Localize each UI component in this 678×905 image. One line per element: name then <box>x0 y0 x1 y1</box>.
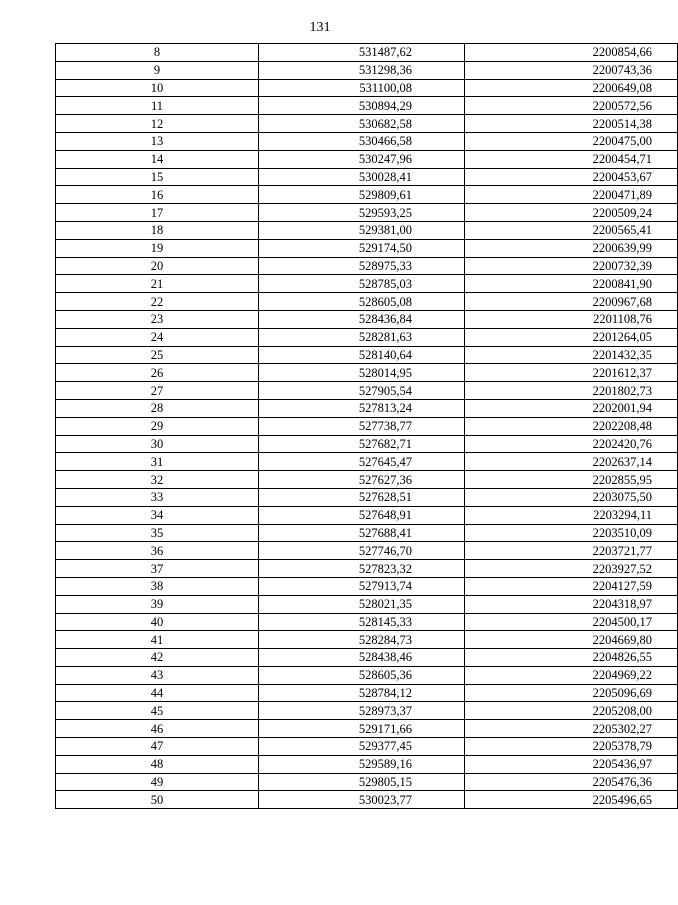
y-coordinate-cell: 2200743,36 <box>465 61 678 79</box>
y-coordinate-cell: 2205496,65 <box>465 791 678 809</box>
y-coordinate-cell: 2201108,76 <box>465 310 678 328</box>
table-row <box>56 399 678 417</box>
x-coordinate-cell: 528785,03 <box>259 275 465 293</box>
y-coordinate-cell: 2200841,90 <box>465 275 678 293</box>
x-coordinate-cell: 528973,37 <box>259 702 465 720</box>
table-row <box>56 471 678 489</box>
y-coordinate-cell: 2203927,52 <box>465 560 678 578</box>
y-coordinate-cell: 2200454,71 <box>465 150 678 168</box>
table-row <box>56 542 678 560</box>
table-row <box>56 239 678 257</box>
table-row <box>56 132 678 150</box>
x-coordinate-cell: 528438,46 <box>259 649 465 667</box>
y-coordinate-cell: 2201802,73 <box>465 382 678 400</box>
x-coordinate-cell: 527905,54 <box>259 382 465 400</box>
point-number-cell: 26 <box>56 364 259 382</box>
y-coordinate-cell: 2202420,76 <box>465 435 678 453</box>
point-number-cell: 28 <box>56 399 259 417</box>
point-number-cell: 14 <box>56 150 259 168</box>
x-coordinate-cell: 528784,12 <box>259 684 465 702</box>
x-coordinate-cell: 531487,62 <box>259 44 465 62</box>
x-coordinate-cell: 529381,00 <box>259 221 465 239</box>
x-coordinate-cell: 527688,41 <box>259 524 465 542</box>
point-number-cell: 25 <box>56 346 259 364</box>
y-coordinate-cell: 2201264,05 <box>465 328 678 346</box>
table-row <box>56 257 678 275</box>
point-number-cell: 38 <box>56 577 259 595</box>
y-coordinate-cell: 2205208,00 <box>465 702 678 720</box>
point-number-cell: 41 <box>56 631 259 649</box>
point-number-cell: 8 <box>56 44 259 62</box>
table-row <box>56 631 678 649</box>
table-row <box>56 97 678 115</box>
x-coordinate-cell: 528014,95 <box>259 364 465 382</box>
x-coordinate-cell: 528436,84 <box>259 310 465 328</box>
x-coordinate-cell: 528281,63 <box>259 328 465 346</box>
table-body <box>56 44 678 809</box>
x-coordinate-cell: 528021,35 <box>259 595 465 613</box>
y-coordinate-cell: 2204500,17 <box>465 613 678 631</box>
point-number-cell: 30 <box>56 435 259 453</box>
y-coordinate-cell: 2202208,48 <box>465 417 678 435</box>
y-coordinate-cell: 2200565,41 <box>465 221 678 239</box>
y-coordinate-cell: 2200514,38 <box>465 115 678 133</box>
page-number: 131 <box>309 20 331 35</box>
point-number-cell: 16 <box>56 186 259 204</box>
y-coordinate-cell: 2200639,99 <box>465 239 678 257</box>
y-coordinate-cell: 2203510,09 <box>465 524 678 542</box>
table-row <box>56 186 678 204</box>
point-number-cell: 13 <box>56 132 259 150</box>
x-coordinate-cell: 529809,61 <box>259 186 465 204</box>
y-coordinate-cell: 2203721,77 <box>465 542 678 560</box>
x-coordinate-cell: 527645,47 <box>259 453 465 471</box>
x-coordinate-cell: 528975,33 <box>259 257 465 275</box>
point-number-cell: 22 <box>56 293 259 311</box>
y-coordinate-cell: 2205302,27 <box>465 720 678 738</box>
table-row <box>56 649 678 667</box>
y-coordinate-cell: 2200509,24 <box>465 204 678 222</box>
y-coordinate-cell: 2203294,11 <box>465 506 678 524</box>
x-coordinate-cell: 530028,41 <box>259 168 465 186</box>
table-row <box>56 524 678 542</box>
table-row <box>56 364 678 382</box>
point-number-cell: 15 <box>56 168 259 186</box>
table-row <box>56 382 678 400</box>
table-row <box>56 453 678 471</box>
table-row <box>56 435 678 453</box>
table-row <box>56 168 678 186</box>
x-coordinate-cell: 531100,08 <box>259 79 465 97</box>
x-coordinate-cell: 530247,96 <box>259 150 465 168</box>
point-number-cell: 19 <box>56 239 259 257</box>
y-coordinate-cell: 2204669,80 <box>465 631 678 649</box>
point-number-cell: 34 <box>56 506 259 524</box>
point-number-cell: 24 <box>56 328 259 346</box>
table-row <box>56 293 678 311</box>
point-number-cell: 32 <box>56 471 259 489</box>
table-row <box>56 702 678 720</box>
table-row <box>56 275 678 293</box>
point-number-cell: 39 <box>56 595 259 613</box>
point-number-cell: 31 <box>56 453 259 471</box>
point-number-cell: 33 <box>56 488 259 506</box>
table-row <box>56 488 678 506</box>
y-coordinate-cell: 2200854,66 <box>465 44 678 62</box>
point-number-cell: 27 <box>56 382 259 400</box>
y-coordinate-cell: 2203075,50 <box>465 488 678 506</box>
x-coordinate-cell: 527738,77 <box>259 417 465 435</box>
x-coordinate-cell: 527813,24 <box>259 399 465 417</box>
table-row <box>56 310 678 328</box>
x-coordinate-cell: 527628,51 <box>259 488 465 506</box>
point-number-cell: 44 <box>56 684 259 702</box>
x-coordinate-cell: 527823,32 <box>259 560 465 578</box>
y-coordinate-cell: 2205096,69 <box>465 684 678 702</box>
table-row <box>56 684 678 702</box>
table-row <box>56 560 678 578</box>
point-number-cell: 46 <box>56 720 259 738</box>
y-coordinate-cell: 2204318,97 <box>465 595 678 613</box>
point-number-cell: 18 <box>56 221 259 239</box>
point-number-cell: 9 <box>56 61 259 79</box>
x-coordinate-cell: 529593,25 <box>259 204 465 222</box>
table-row <box>56 773 678 791</box>
point-number-cell: 50 <box>56 791 259 809</box>
point-number-cell: 29 <box>56 417 259 435</box>
y-coordinate-cell: 2201612,37 <box>465 364 678 382</box>
table-row <box>56 79 678 97</box>
point-number-cell: 36 <box>56 542 259 560</box>
table-row <box>56 791 678 809</box>
table-row <box>56 738 678 756</box>
y-coordinate-cell: 2200475,00 <box>465 132 678 150</box>
y-coordinate-cell: 2200471,89 <box>465 186 678 204</box>
point-number-cell: 11 <box>56 97 259 115</box>
y-coordinate-cell: 2204127,59 <box>465 577 678 595</box>
x-coordinate-cell: 530023,77 <box>259 791 465 809</box>
point-number-cell: 37 <box>56 560 259 578</box>
y-coordinate-cell: 2200572,56 <box>465 97 678 115</box>
y-coordinate-cell: 2204969,22 <box>465 666 678 684</box>
table-row <box>56 613 678 631</box>
y-coordinate-cell: 2205436,97 <box>465 755 678 773</box>
x-coordinate-cell: 528605,08 <box>259 293 465 311</box>
point-number-cell: 48 <box>56 755 259 773</box>
y-coordinate-cell: 2202855,95 <box>465 471 678 489</box>
x-coordinate-cell: 530682,58 <box>259 115 465 133</box>
x-coordinate-cell: 531298,36 <box>259 61 465 79</box>
point-number-cell: 21 <box>56 275 259 293</box>
x-coordinate-cell: 529805,15 <box>259 773 465 791</box>
point-number-cell: 42 <box>56 649 259 667</box>
table-row <box>56 204 678 222</box>
table-row <box>56 221 678 239</box>
table-row <box>56 577 678 595</box>
y-coordinate-cell: 2202637,14 <box>465 453 678 471</box>
x-coordinate-cell: 527746,70 <box>259 542 465 560</box>
table-row <box>56 417 678 435</box>
table-row <box>56 595 678 613</box>
table-row <box>56 346 678 364</box>
point-number-cell: 49 <box>56 773 259 791</box>
x-coordinate-cell: 529174,50 <box>259 239 465 257</box>
point-number-cell: 12 <box>56 115 259 133</box>
x-coordinate-cell: 530894,29 <box>259 97 465 115</box>
x-coordinate-cell: 528145,33 <box>259 613 465 631</box>
table-row <box>56 720 678 738</box>
table-row <box>56 44 678 62</box>
table-row <box>56 666 678 684</box>
y-coordinate-cell: 2204826,55 <box>465 649 678 667</box>
x-coordinate-cell: 528605,36 <box>259 666 465 684</box>
point-number-cell: 43 <box>56 666 259 684</box>
y-coordinate-cell: 2202001,94 <box>465 399 678 417</box>
x-coordinate-cell: 528140,64 <box>259 346 465 364</box>
x-coordinate-cell: 529589,16 <box>259 755 465 773</box>
table-row <box>56 61 678 79</box>
y-coordinate-cell: 2200967,68 <box>465 293 678 311</box>
table-row <box>56 506 678 524</box>
point-number-cell: 35 <box>56 524 259 542</box>
point-number-cell: 17 <box>56 204 259 222</box>
point-number-cell: 45 <box>56 702 259 720</box>
point-number-cell: 20 <box>56 257 259 275</box>
table-row <box>56 755 678 773</box>
y-coordinate-cell: 2205476,36 <box>465 773 678 791</box>
table-row <box>56 150 678 168</box>
x-coordinate-cell: 530466,58 <box>259 132 465 150</box>
table-row <box>56 115 678 133</box>
y-coordinate-cell: 2205378,79 <box>465 738 678 756</box>
x-coordinate-cell: 527682,71 <box>259 435 465 453</box>
x-coordinate-cell: 527627,36 <box>259 471 465 489</box>
point-number-cell: 10 <box>56 79 259 97</box>
point-number-cell: 47 <box>56 738 259 756</box>
x-coordinate-cell: 527913,74 <box>259 577 465 595</box>
point-number-cell: 23 <box>56 310 259 328</box>
y-coordinate-cell: 2200732,39 <box>465 257 678 275</box>
y-coordinate-cell: 2200649,08 <box>465 79 678 97</box>
x-coordinate-cell: 528284,73 <box>259 631 465 649</box>
table-row <box>56 328 678 346</box>
x-coordinate-cell: 527648,91 <box>259 506 465 524</box>
point-number-cell: 40 <box>56 613 259 631</box>
coordinates-table <box>55 43 678 809</box>
y-coordinate-cell: 2201432,35 <box>465 346 678 364</box>
x-coordinate-cell: 529171,66 <box>259 720 465 738</box>
y-coordinate-cell: 2200453,67 <box>465 168 678 186</box>
x-coordinate-cell: 529377,45 <box>259 738 465 756</box>
